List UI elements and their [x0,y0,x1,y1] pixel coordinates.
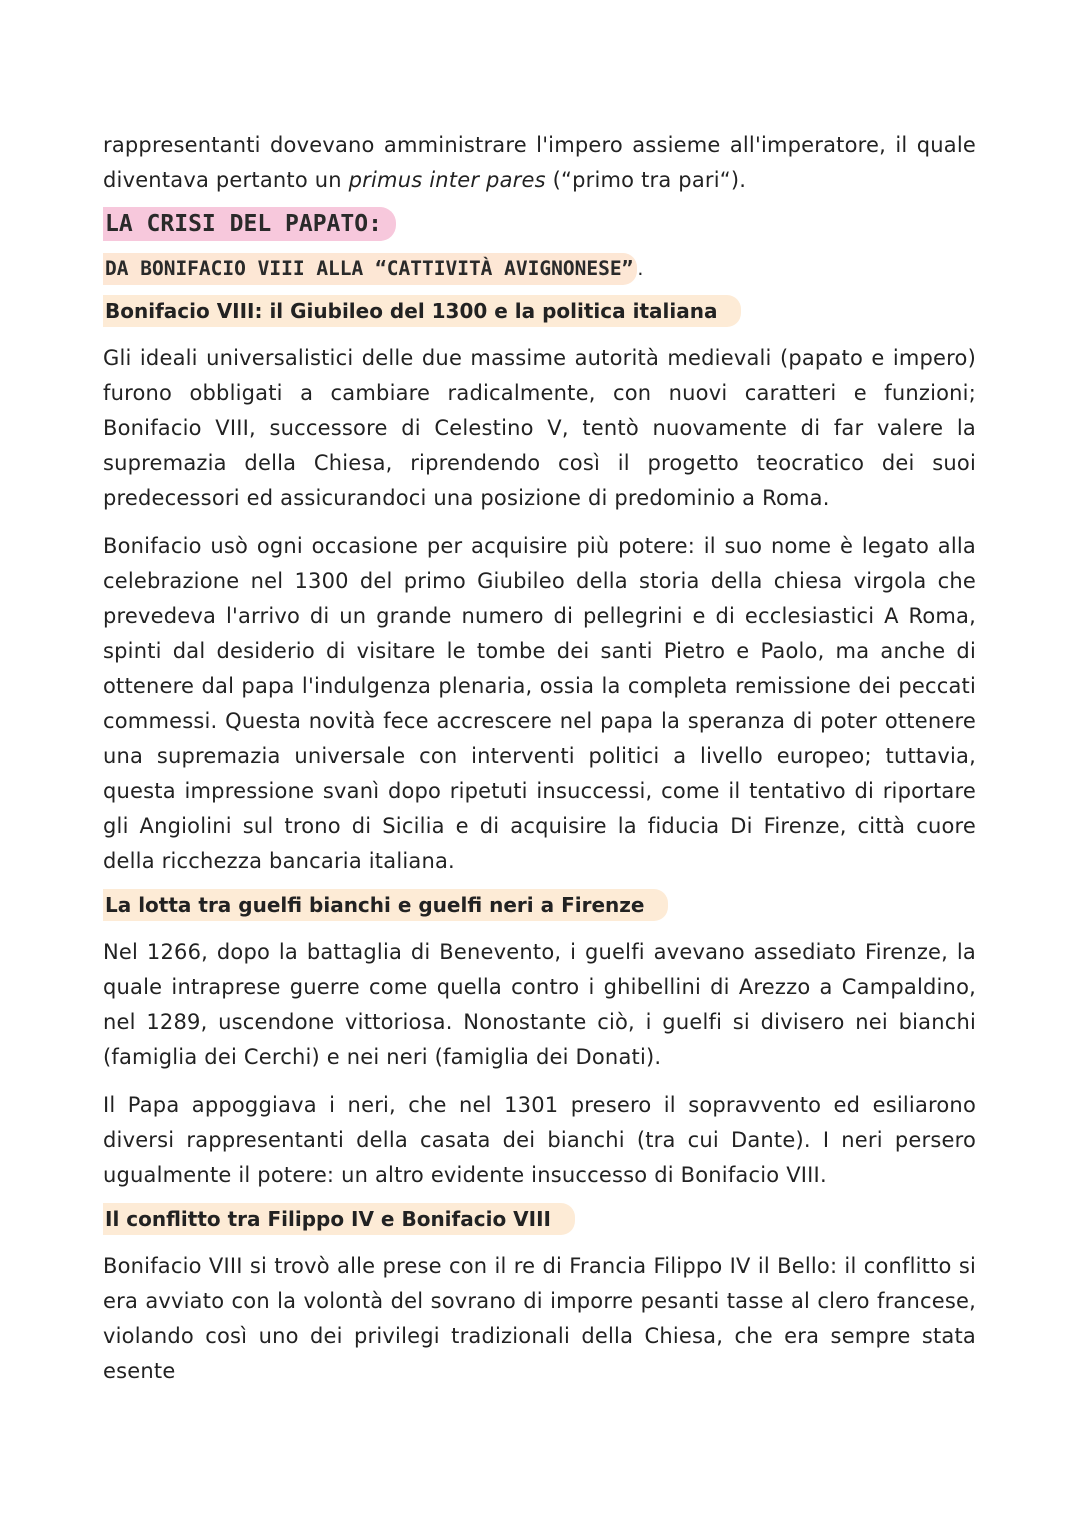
intro-italic-term: primus inter pares [348,168,546,192]
paragraph: Nel 1266, dopo la battaglia di Benevento, i guelfi avevano assediato Firenze, la quale intraprese guerre come quella contro i ghibellini di Arezzo a Campaldino, nel 1289, uscendone vittoriosa. Nonostante ciò, i guelfi si divisero nei bianchi (famiglia dei Cerchi) e nei neri (famiglia dei Donati). [103,940,976,1069]
document-page [103,128,976,1389]
section-title: La lotta tra guelfi bianchi e guelfi neri a Firenze [103,889,668,921]
sub-heading-highlight: DA BONIFACIO VIII ALLA “CATTIVITÀ AVIGNONESE” [103,253,637,285]
paragraph: Bonifacio VIII si trovò alle prese con il re di Francia Filippo IV il Bello: il conflitto si era avviato con la volontà del sovrano di imporre pesanti tasse al clero francese, violando così uno dei privilegi tradizionali della Chiesa, che era sempre stata esente [103,1254,976,1383]
main-heading [103,207,976,241]
main-heading-highlight: LA CRISI DEL PAPATO: [103,207,396,241]
paragraph: Bonifacio usò ogni occasione per acquisire più potere: il suo nome è legato alla celebrazione nel 1300 del primo Giubileo della storia della chiesa virgola che prevedeva l'arrivo di un grande numero di pellegrini e di ecclesiastici A Roma, spinti dal desiderio di visitare le tombe dei santi Pietro e Paolo, ma anche di ottenere dal papa l'indulgenza plenaria, ossia la completa remissione dei peccati commessi. Questa novità fece accrescere nel papa la speranza di poter ottenere una supremazia universale con interventi politici a livello europeo; tuttavia, questa impressione svanì dopo ripetuti insuccessi, come il tentativo di riportare gli Angiolini sul trono di Sicilia e di acquisire la fiducia Di Firenze, città cuore della ricchezza bancaria italiana. [103,534,976,873]
paragraph: Il Papa appoggiava i neri, che nel 1301 presero il sopravvento ed esiliarono diversi rappresentanti della casata dei bianchi (tra cui Dante). I neri persero ugualmente il potere: un altro evidente insuccesso di Bonifacio VIII. [103,1093,976,1187]
section-title-filippo [103,1203,976,1235]
section-title-guelfi [103,889,976,921]
section-title: Il conflitto tra Filippo IV e Bonifacio VIII [103,1203,575,1235]
sub-heading-period: . [637,258,644,280]
section-title-giubileo [103,295,976,327]
section-title: Bonifacio VIII: il Giubileo del 1300 e la politica italiana [103,295,741,327]
sub-heading [103,253,976,285]
intro-text: rappresentanti dovevano amministrare l'impero assieme all'imperatore, il quale diventava pertanto un [103,133,976,192]
paragraph: Gli ideali universalistici delle due massime autorità medievali (papato e impero) furono obbligati a cambiare radicalmente, con nuovi caratteri e funzioni; Bonifacio VIII, successore di Celestino V, tentò nuovamente di far valere la supremazia della Chiesa, riprendendo così il progetto teocratico dei suoi predecessori ed assicurandoci una posizione di predominio a Roma. [103,346,976,510]
intro-text-tail: (“primo tra pari“). [545,168,747,192]
intro-paragraph [103,128,976,198]
